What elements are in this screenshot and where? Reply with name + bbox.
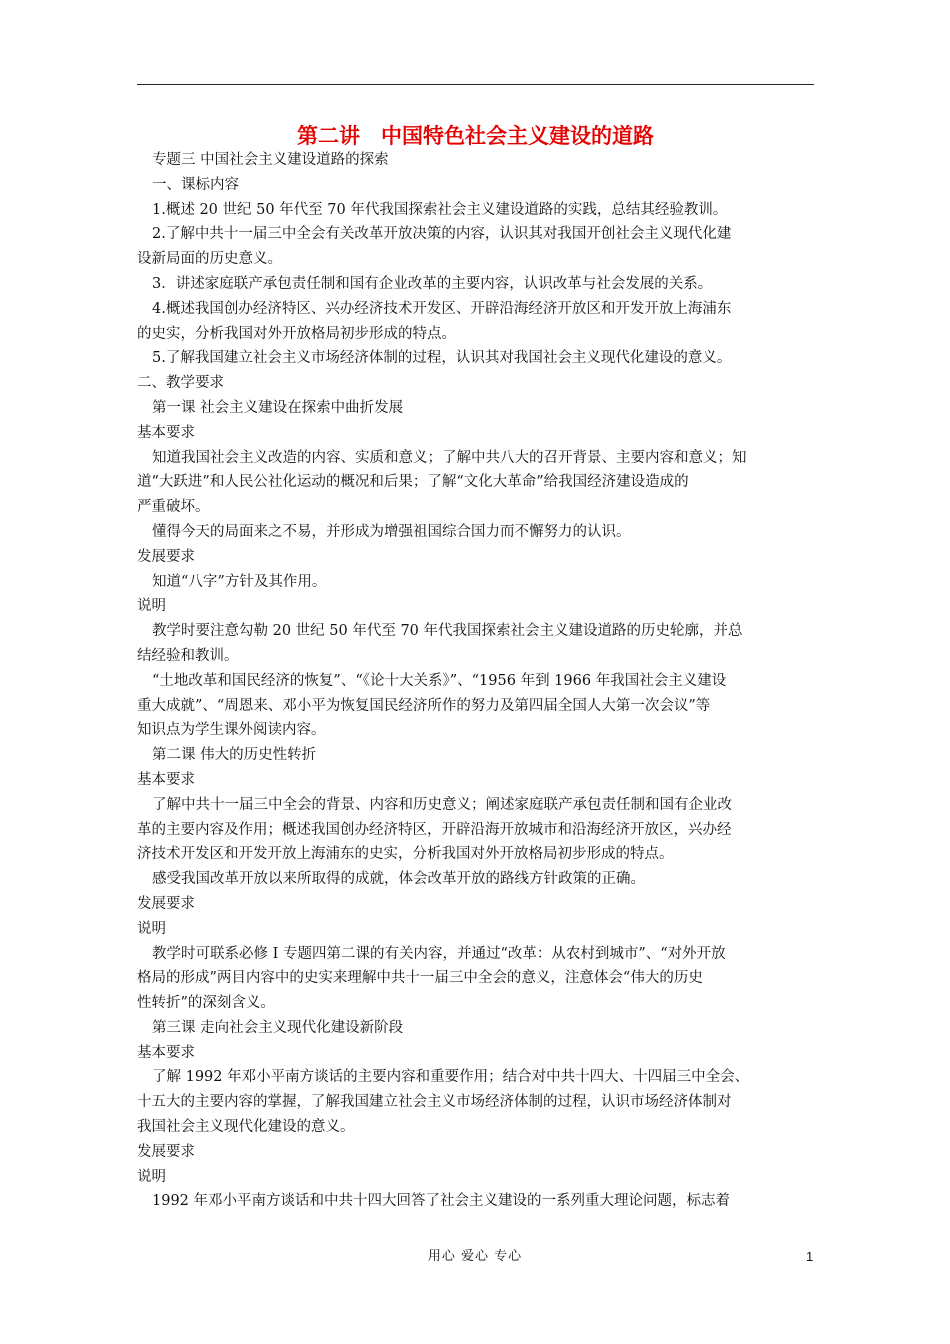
footer-text: 用心 爱心 专心 xyxy=(427,1249,523,1264)
page-number: 1 xyxy=(806,1249,814,1264)
body-line: 严重破坏。 xyxy=(137,499,210,516)
body-line: “土地改革和国民经济的恢复”、“《论十大关系》”、“1956 年到 1966 年我国社会主义建设 xyxy=(152,672,727,689)
body-line: 4.概述我国创办经济特区、兴办经济技术开发区、开辟沿海经济开放区和开发开放上海浦东 xyxy=(152,300,732,317)
document-body xyxy=(137,148,814,1214)
body-line: 第三课 走向社会主义现代化建设新阶段 xyxy=(152,1019,404,1036)
body-line: 设新局面的历史意义。 xyxy=(137,251,282,268)
body-line: 了解 1992 年邓小平南方谈话的主要内容和重要作用；结合对中共十四大、十四届三中全会、 xyxy=(152,1069,750,1086)
body-line: 说明 xyxy=(137,598,166,615)
body-line: 第二课 伟大的历史性转折 xyxy=(152,747,317,764)
body-line: 基本要求 xyxy=(137,1044,195,1061)
body-line: 知识点为学生课外阅读内容。 xyxy=(137,722,326,739)
header-rule xyxy=(137,84,814,85)
body-line: 革的主要内容及作用；概述我国创办经济特区，开辟沿海开放城市和沿海经济开放区，兴办经 xyxy=(137,821,732,838)
body-line: 道“大跃进”和人民公社化运动的概况和后果；了解“文化大革命”给我国经济建设造成的 xyxy=(137,474,689,491)
body-line: 了解中共十一届三中全会的背景、内容和历史意义；阐述家庭联产承包责任制和国有企业改 xyxy=(152,796,732,813)
body-line: 二、教学要求 xyxy=(137,375,224,392)
body-line: 知道“八字”方针及其作用。 xyxy=(152,573,327,590)
body-line: 结经验和教训。 xyxy=(137,647,239,664)
body-line: 一、课标内容 xyxy=(152,176,239,193)
body-line: 专题三 中国社会主义建设道路的探索 xyxy=(152,152,389,168)
body-line: 说明 xyxy=(137,1168,166,1185)
body-line: 基本要求 xyxy=(137,771,195,788)
body-line: 5.了解我国建立社会主义市场经济体制的过程，认识其对我国社会主义现代化建设的意义。 xyxy=(152,350,732,367)
body-line: 十五大的主要内容的掌握，了解我国建立社会主义市场经济体制的过程，认识市场经济体制对 xyxy=(137,1094,732,1111)
body-line: 感受我国改革开放以来所取得的成就，体会改革开放的路线方针政策的正确。 xyxy=(152,871,645,888)
body-line: 我国社会主义现代化建设的意义。 xyxy=(137,1119,355,1136)
page-title: 第二讲 中国特色社会主义建设的道路 xyxy=(297,124,654,148)
body-line: 说明 xyxy=(137,920,166,937)
body-line: 懂得今天的局面来之不易，并形成为增强祖国综合国力而不懈努力的认识。 xyxy=(152,523,631,540)
body-line: 济技术开发区和开发开放上海浦东的史实，分析我国对外开放格局初步形成的特点。 xyxy=(137,846,674,863)
body-line: 发展要求 xyxy=(137,1143,195,1160)
body-line: 2.了解中共十一届三中全会有关改革开放决策的内容，认识其对我国开创社会主义现代化建 xyxy=(152,226,732,243)
body-line: 知道我国社会主义改造的内容、实质和意义；了解中共八大的召开背景、主要内容和意义；知 xyxy=(152,449,747,466)
body-line: 3．讲述家庭联产承包责任制和国有企业改革的主要内容，认识改革与社会发展的关系。 xyxy=(152,275,713,292)
body-line: 基本要求 xyxy=(137,424,195,441)
body-line: 1992 年邓小平南方谈话和中共十四大回答了社会主义建设的一系列重大理论问题，标志着 xyxy=(152,1193,731,1210)
body-line: 第一课 社会主义建设在探索中曲折发展 xyxy=(152,399,404,416)
body-line: 重大成就”、“周恩来、邓小平为恢复国民经济所作的努力及第四届全国人大第一次会议”等 xyxy=(137,697,711,714)
body-line: 发展要求 xyxy=(137,895,195,912)
body-line: 的史实，分析我国对外开放格局初步形成的特点。 xyxy=(137,325,456,342)
body-line: 格局的形成”两目内容中的史实来理解中共十一届三中全会的意义，注意体会“伟大的历史 xyxy=(137,970,703,987)
body-line: 发展要求 xyxy=(137,548,195,565)
body-line: 教学时可联系必修 I 专题四第二课的有关内容，并通过“改革：从农村到城市”、“对外开放 xyxy=(152,945,726,962)
body-line: 性转折”的深刻含义。 xyxy=(137,995,275,1012)
body-line: 1.概述 20 世纪 50 年代至 70 年代我国探索社会主义建设道路的实践，总结其经验教训。 xyxy=(152,201,728,218)
body-line: 教学时要注意勾勒 20 世纪 50 年代至 70 年代我国探索社会主义建设道路的历史轮廓，并总 xyxy=(152,623,743,640)
